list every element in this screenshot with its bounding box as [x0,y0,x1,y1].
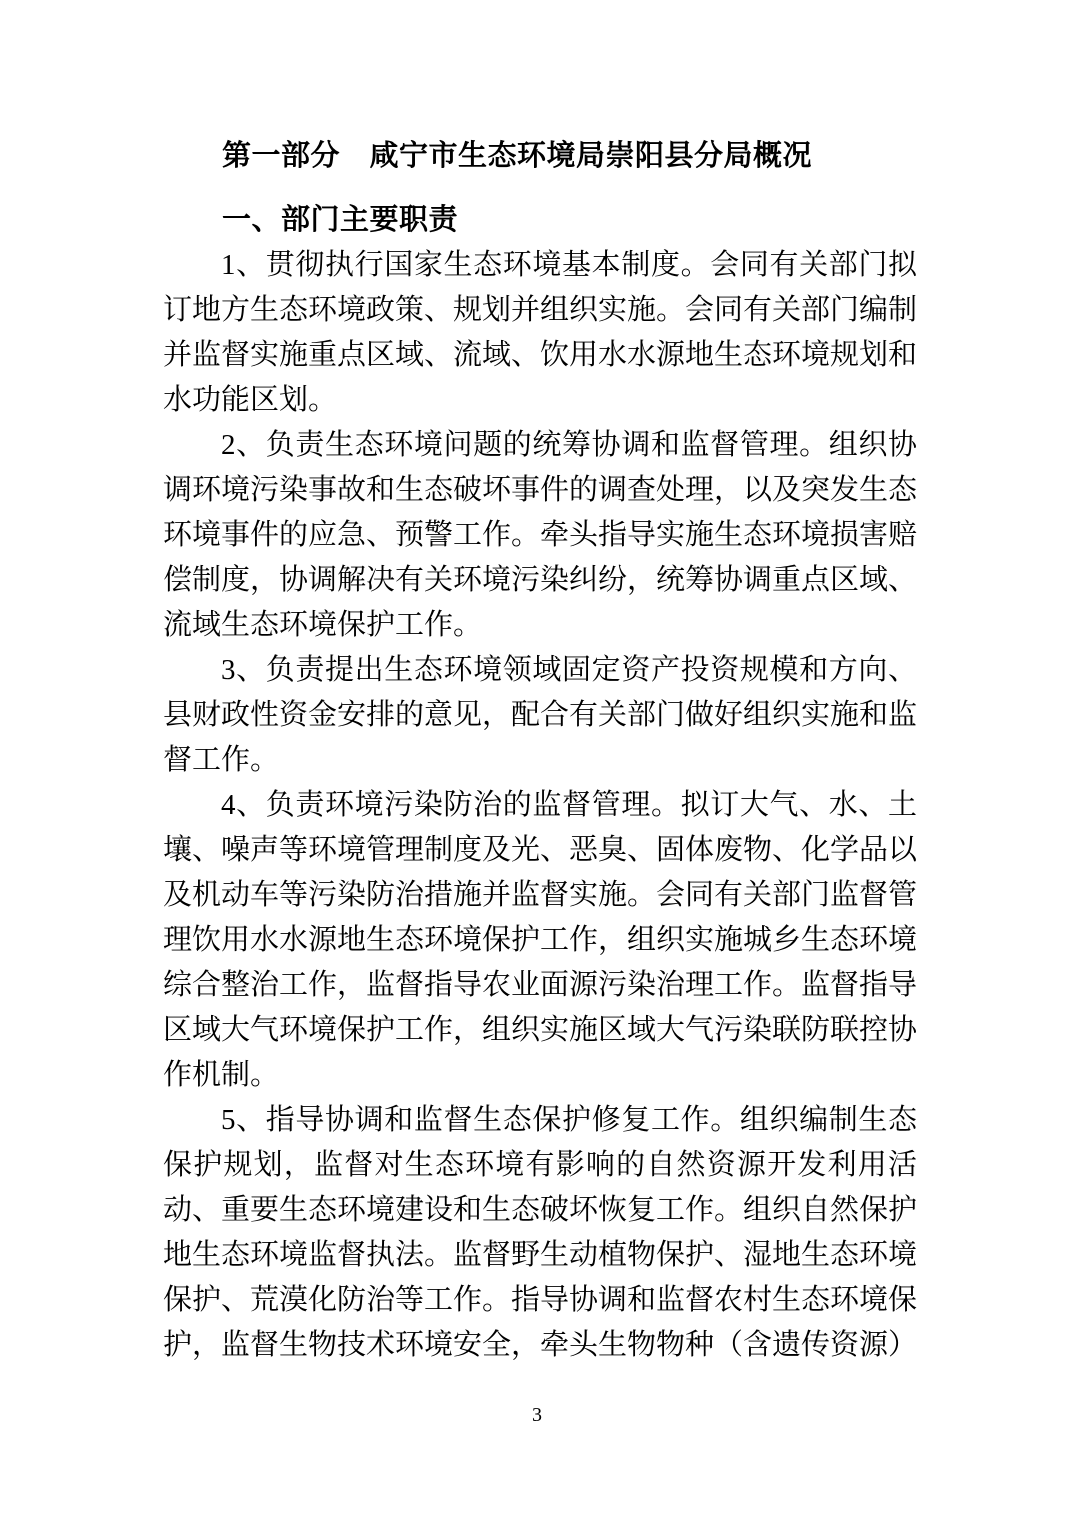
paragraph-duty-4: 4、负责环境污染防治的监督管理。拟订大气、水、土壤、噪声等环境管理制度及光、恶臭、固体废物、化学品以及机动车等污染防治措施并监督实施。会同有关部门监督管理饮用水水源地生态环境保护工作，组织实施城乡生态环境综合整治工作，监督指导农业面源污染治理工作。监督指导区域大气环境保护工作，组织实施区域大气污染联防联控协作机制。 [163,789,918,1091]
page-number: 3 [532,1404,542,1426]
paragraph-duty-5: 5、指导协调和监督生态保护修复工作。组织编制生态保护规划，监督对生态环境有影响的自然资源开发利用活动、重要生态环境建设和生态破坏恢复工作。组织自然保护地生态环境监督执法。监督野生动植物保护、湿地生态环境保护、荒漠化防治等工作。指导协调和监督农村生态环境保护，监督生物技术环境安全，牵头生物物种（含遗传资源） [163,1104,918,1361]
paragraph-duty-3: 3、负责提出生态环境领域固定资产投资规模和方向、县财政性资金安排的意见，配合有关部门做好组织实施和监督工作。 [163,654,918,776]
paragraph-duty-1: 1、贯彻执行国家生态环境基本制度。会同有关部门拟订地方生态环境政策、规划并组织实施。会同有关部门编制并监督实施重点区域、流域、饮用水水源地生态环境规划和水功能区划。 [163,249,918,416]
document-title: 第一部分 咸宁市生态环境局崇阳县分局概况 [222,140,813,172]
section-heading: 一、部门主要职责 [222,204,459,236]
paragraph-duty-2: 2、负责生态环境问题的统筹协调和监督管理。组织协调环境污染事故和生态破坏事件的调查处理，以及突发生态环境事件的应急、预警工作。牵头指导实施生态环境损害赔偿制度，协调解决有关环境污染纠纷，统筹协调重点区域、流域生态环境保护工作。 [163,429,918,641]
